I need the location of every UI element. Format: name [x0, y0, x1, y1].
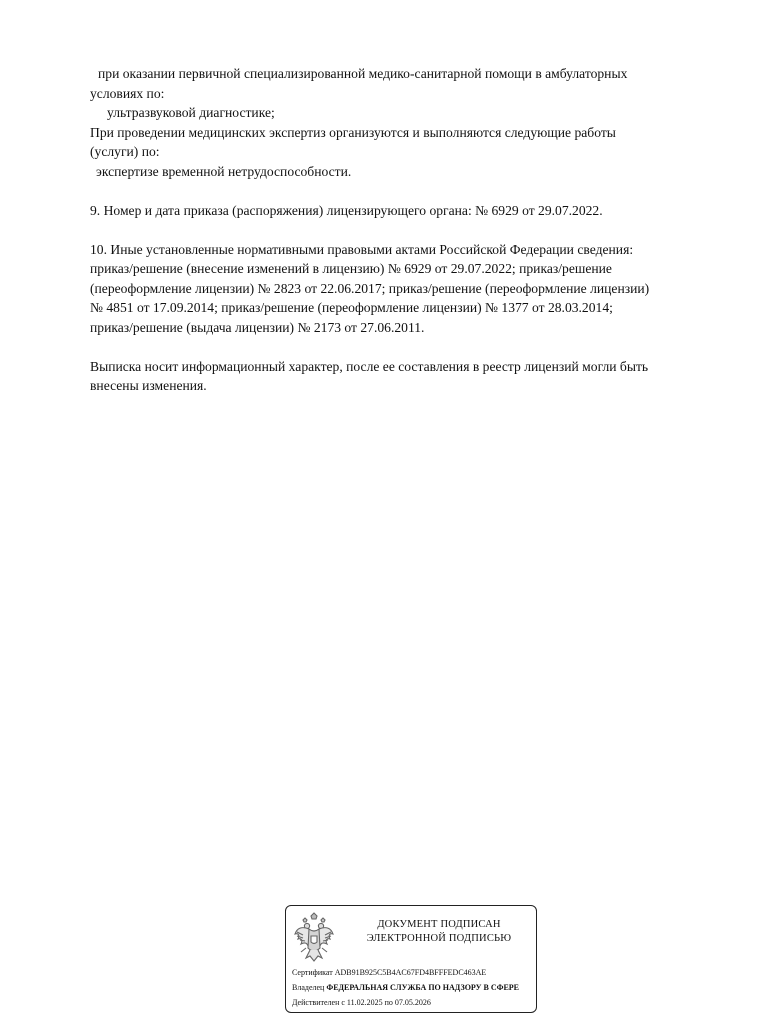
- document-body: [90, 64, 730, 396]
- text-line: (переоформление лицензии) № 2823 от 22.06.2017; приказ/решение (переоформление лицензии): [90, 280, 650, 296]
- signature-stamp-title: ДОКУМЕНТ ПОДПИСАН ЭЛЕКТРОННОЙ ПОДПИСЬЮ: [366, 919, 512, 944]
- validity-line: Действителен с 11.02.2025 по 07.05.2026: [292, 998, 431, 1007]
- text-line: приказ/решение (внесение изменений в лицензию) № 6929 от 29.07.2022; приказ/решение: [90, 261, 612, 276]
- certificate-line: Сертификат ADB91B925C5B4AC67FD4BFFFEDC463AE: [292, 968, 487, 977]
- text-line: Выписка носит информационный характер, после ее составления в реестр лицензий могли быть: [90, 358, 649, 374]
- owner-value: ФЕДЕРАЛЬНАЯ СЛУЖБА ПО НАДЗОРУ В СФЕРЕ: [326, 983, 520, 992]
- text-line: приказ/решение (выдача лицензии) № 2173 от 27.06.2011.: [90, 319, 425, 335]
- certificate-value: ADB91B925C5B4AC67FD4BFFFEDC463AE: [334, 968, 487, 977]
- owner-line: Владелец ФЕДЕРАЛЬНАЯ СЛУЖБА ПО НАДЗОРУ В СФЕРЕ: [292, 983, 520, 992]
- text-line: № 4851 от 17.09.2014; приказ/решение (переоформление лицензии) № 1377 от 28.03.2014;: [90, 300, 613, 315]
- text-line: При проведении медицинских экспертиз организуются и выполняются следующие работы: [90, 124, 616, 140]
- text-line: условиях по:: [90, 85, 165, 101]
- text-line: ультразвуковой диагностике;: [107, 105, 275, 120]
- signature-stamp-details: [292, 965, 537, 1010]
- text-line: внесены изменения.: [90, 378, 207, 393]
- text-line: при оказании первичной специализированной медико-санитарной помощи в амбулаторных: [98, 66, 628, 81]
- text-line: (услуги) по:: [90, 144, 160, 159]
- coat-of-arms-icon: [292, 912, 336, 964]
- license-order-line: 9. Номер и дата приказа (распоряжения) лицензирующего органа: № 6929 от 29.07.2022.: [90, 202, 603, 218]
- text-line: экспертизе временной нетрудоспособности.: [96, 163, 352, 179]
- text-line: 10. Иные установленные нормативными правовыми актами Российской Федерации сведения:: [90, 241, 634, 257]
- electronic-signature-stamp: [285, 905, 537, 1013]
